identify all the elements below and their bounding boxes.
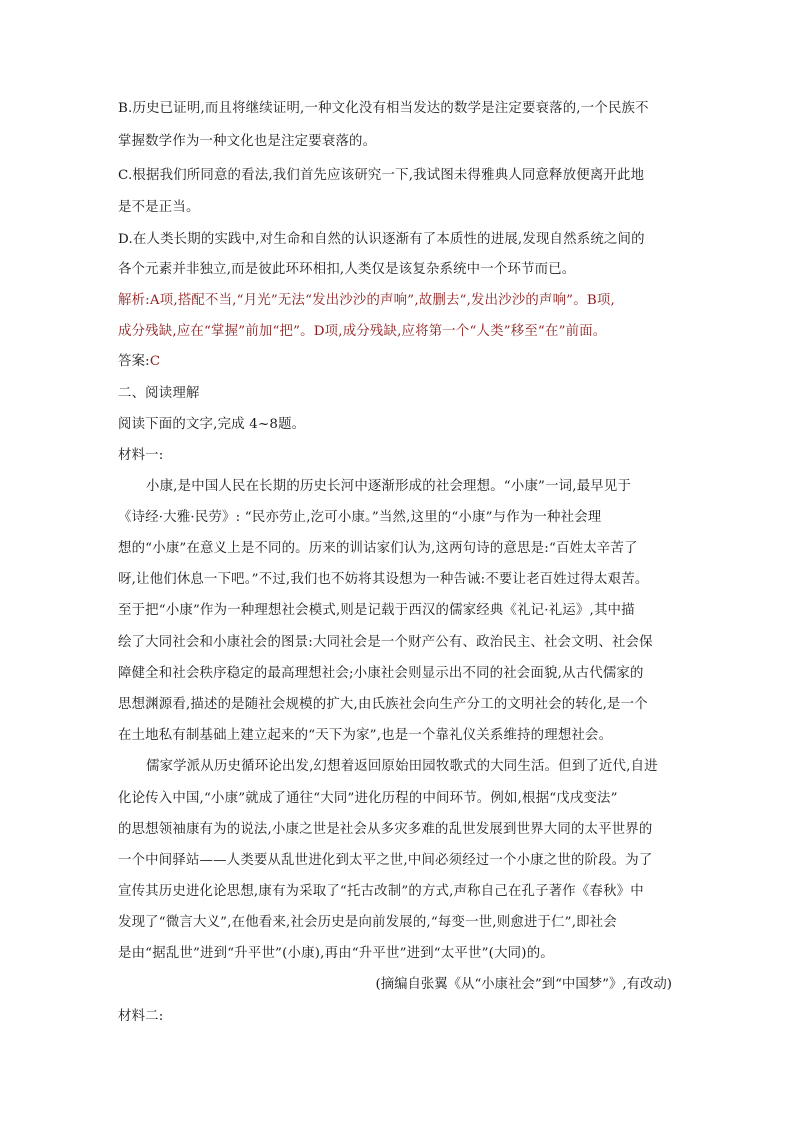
- paragraph-1-line: 想的“小康”在意义上是不同的。历来的训诂家们认为,这两句诗的意思是:“百姓太辛苦了: [118, 541, 638, 556]
- paragraph-1-line: 障健全和社会秩序稳定的最高理想社会;小康社会则显示出不同的社会面貌,从古代儒家的: [118, 666, 644, 681]
- source-citation: (摘编自张翼《从“小康社会”到“中国梦”》,有改动): [375, 977, 672, 992]
- option-b-line-2: 掌握数学作为一种文化也是注定要衰落的。: [118, 134, 377, 149]
- answer-value: C: [149, 354, 161, 369]
- section-instruction: 阅读下面的文字,完成 4~8题。: [118, 417, 306, 432]
- analysis-label: 解析:: [118, 293, 150, 308]
- paragraph-2-line: 化论传入中国,“小康”就成了通往“大同”进化历程的中间环节。例如,根据“戊戌变法”: [118, 791, 618, 806]
- option-b-line-1: B.历史已证明,而且将继续证明,一种文化没有相当发达的数学是注定要衰落的,一个民族不: [118, 101, 649, 116]
- paragraph-1-line: 《诗经·大雅·民劳》: “民亦劳止,汔可小康。”当然,这里的“小康”与作为一种社会理: [118, 510, 602, 525]
- option-d-line-1: D.在人类长期的实践中,对生命和自然的认识逐渐有了本质性的进展,发现自然系统之间的: [118, 232, 645, 247]
- paragraph-2-line: 是由“据乱世”进到“升平世”(小康),再由“升平世”进到“太平世”(大同)的。: [118, 946, 554, 961]
- paragraph-1-line: 小康,是中国人民在长期的历史长河中逐渐形成的社会理想。“小康”一词,最早见于: [146, 479, 632, 494]
- paragraph-2-line: 儒家学派从历史循环论出发,幻想着返回原始田园牧歌式的大同生活。但到了近代,自进: [146, 759, 658, 774]
- paragraph-1-line: 思想渊源看,描述的是随社会规模的扩大,由氏族社会向生产分工的文明社会的转化,是一个: [118, 697, 648, 712]
- paragraph-1-line: 呀,让他们休息一下吧。”不过,我们也不妨将其设想为一种告诫:不要让老百姓过得太艰苦。: [118, 572, 649, 587]
- paragraph-2-line: 的思想领袖康有为的说法,小康之世是社会从多灾多难的乱世发展到世界大同的太平世界的: [118, 822, 653, 837]
- paragraph-2-line: 一个中间驿站——人类要从乱世进化到太平之世,中间必须经过一个小康之世的阶段。为了: [118, 853, 653, 868]
- option-c-line-2: 是不是正当。: [118, 200, 200, 215]
- answer-label: 答案:: [118, 354, 150, 369]
- paragraph-1-line: 绘了大同社会和小康社会的图景:大同社会是一个财产公有、政治民主、社会文明、社会保: [118, 635, 653, 650]
- answer-line: [118, 355, 160, 368]
- section-title: 二、阅读理解: [118, 386, 200, 401]
- paragraph-1-line: 至于把“小康”作为一种理想社会模式,则是记载于西汉的儒家经典《礼记·礼运》,其中描: [118, 603, 635, 618]
- option-d-line-2: 各个元素并非独立,而是彼此环环相扣,人类仅是该复杂系统中一个环节而已。: [118, 262, 576, 277]
- analysis-line-1: [118, 294, 615, 307]
- option-c-line-1: C.根据我们所同意的看法,我们首先应该研究一下,我试图未得雅典人同意释放便离开此地: [118, 168, 645, 183]
- material-1-label: 材料一:: [118, 448, 164, 463]
- material-2-label: 材料二:: [118, 1009, 164, 1024]
- analysis-line-2: 成分残缺,应在“掌握”前加“把”。D项,成分残缺,应将第一个“人类”移至“在”前面。: [118, 324, 607, 339]
- paragraph-2-line: 发现了“微言大义”,在他看来,社会历史是向前发展的,“每变一世,则愈进于仁”,即社会: [118, 915, 617, 930]
- analysis-text-1: A项,搭配不当,“月光”无法“发出沙沙的声响”,故删去“,发出沙沙的声响”。B项,: [149, 293, 615, 308]
- paragraph-1-line: 在土地私有制基础上建立起来的“天下为家”,也是一个靠礼仪关系维持的理想社会。: [118, 728, 613, 743]
- paragraph-2-line: 宣传其历史进化论思想,康有为采取了“托古改制”的方式,声称自己在孔子著作《春秋》中: [118, 884, 644, 899]
